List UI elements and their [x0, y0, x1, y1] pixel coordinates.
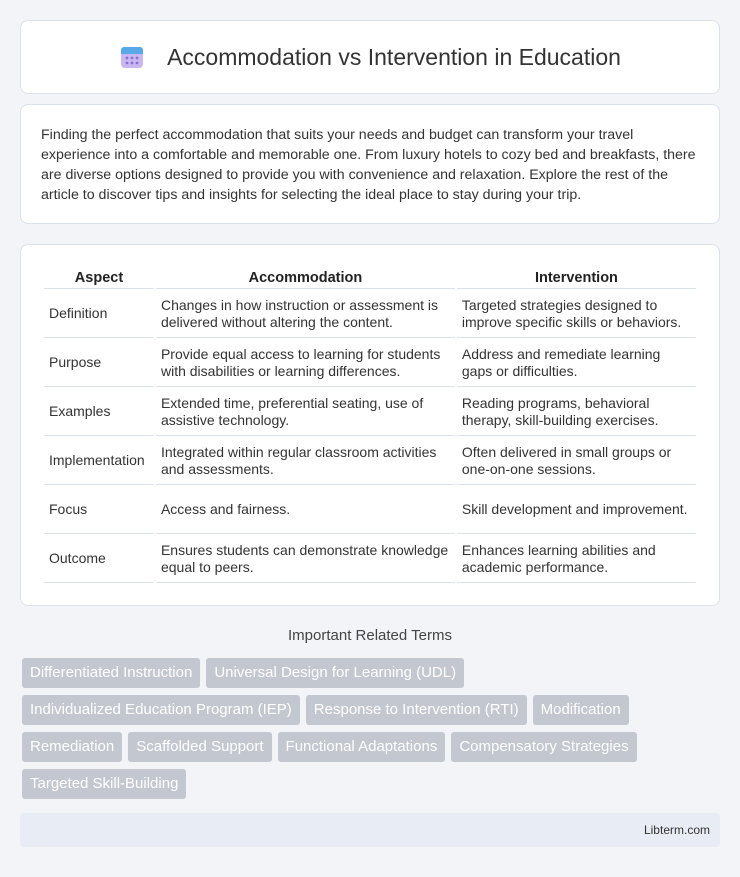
row-accommodation: Ensures students can demonstrate knowledge equal to peers.: [156, 534, 455, 583]
row-intervention: Address and remediate learning gaps or difficulties.: [457, 338, 696, 387]
row-aspect: Purpose: [44, 338, 154, 387]
term-tag[interactable]: Remediation: [22, 732, 122, 762]
row-accommodation: Provide equal access to learning for students with disabilities or learning differences.: [156, 338, 455, 387]
header-intervention: Intervention: [457, 265, 696, 289]
comparison-table-card: [20, 244, 720, 606]
row-accommodation: Integrated within regular classroom activities and assessments.: [156, 436, 455, 485]
row-aspect: Outcome: [44, 534, 154, 583]
comparison-table: [42, 265, 698, 583]
row-aspect: Examples: [44, 387, 154, 436]
intro-text: Finding the perfect accommodation that suits your needs and budget can transform your travel experience into a comfortable and memorable one. From luxury hotels to cozy bed and breakfasts, there are diverse options designed to provide you with convenience and relaxation. Explore the rest of the article to discover tips and insights for selecting the ideal place to stay during your trip.: [41, 127, 696, 203]
intro-card: [20, 104, 720, 224]
term-tag[interactable]: Compensatory Strategies: [451, 732, 636, 762]
row-aspect: Focus: [44, 485, 154, 534]
row-accommodation: Extended time, preferential seating, use of assistive technology.: [156, 387, 455, 436]
row-intervention: Skill development and improvement.: [457, 485, 696, 534]
row-aspect: Definition: [44, 289, 154, 338]
page-title: Accommodation vs Intervention in Education: [167, 43, 621, 70]
table-row: [44, 436, 696, 485]
row-intervention: Often delivered in small groups or one-on-one sessions.: [457, 436, 696, 485]
term-tag[interactable]: Targeted Skill-Building: [22, 769, 186, 799]
footer: [20, 813, 720, 847]
row-accommodation: Changes in how instruction or assessment is delivered without altering the content.: [156, 289, 455, 338]
header-card: [20, 20, 720, 94]
footer-brand-link[interactable]: Libterm.com: [643, 823, 710, 837]
table-row: [44, 387, 696, 436]
term-tag[interactable]: Individualized Education Program (IEP): [22, 695, 300, 725]
term-tag[interactable]: Universal Design for Learning (UDL): [206, 658, 464, 688]
header-accommodation: Accommodation: [156, 265, 455, 289]
row-accommodation: Access and fairness.: [156, 485, 455, 534]
related-terms-list: [22, 658, 722, 806]
term-tag[interactable]: Scaffolded Support: [128, 732, 271, 762]
row-intervention: Targeted strategies designed to improve specific skills or behaviors.: [457, 289, 696, 338]
row-intervention: Reading programs, behavioral therapy, skill-building exercises.: [457, 387, 696, 436]
table-row: [44, 485, 696, 534]
row-aspect: Implementation: [44, 436, 154, 485]
term-tag[interactable]: Functional Adaptations: [278, 732, 446, 762]
term-tag[interactable]: Differentiated Instruction: [22, 658, 200, 688]
table-row: [44, 534, 696, 583]
term-tag[interactable]: Response to Intervention (RTI): [306, 695, 527, 725]
row-intervention: Enhances learning abilities and academic performance.: [457, 534, 696, 583]
table-header-row: [44, 265, 696, 289]
table-row: [44, 289, 696, 338]
table-row: [44, 338, 696, 387]
term-tag[interactable]: Modification: [533, 695, 629, 725]
calendar-icon: [119, 44, 145, 70]
related-terms-title: Important Related Terms: [288, 627, 452, 644]
header-aspect: Aspect: [44, 265, 154, 289]
